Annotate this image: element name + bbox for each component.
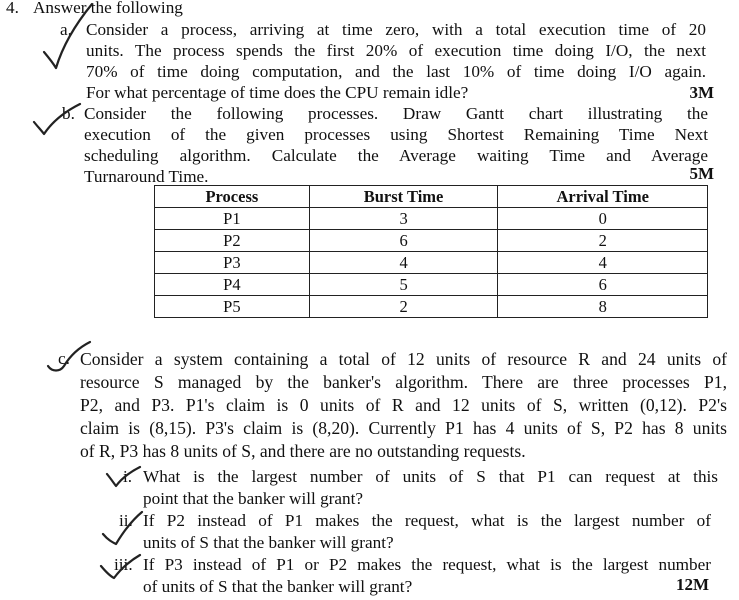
part-b-line-1: Consider the following processes. Draw Gantt chart illustrating the (84, 104, 708, 123)
part-b-line-4: Turnaround Time. (84, 167, 209, 186)
cell-process: P5 (155, 296, 310, 318)
cell-process: P1 (155, 208, 310, 230)
cell-arrival: 2 (498, 230, 708, 252)
cell-arrival: 8 (498, 296, 708, 318)
pen-tick-part-a-icon (40, 0, 100, 110)
subquestion-ii-label: ii. (119, 511, 133, 530)
part-b-line-3: scheduling algorithm. Calculate the Average waiting Time and Average (84, 146, 708, 165)
header-process: Process (155, 186, 310, 208)
part-a-line-4: For what percentage of time does the CPU remain idle? (86, 83, 469, 102)
part-a-marks: 3M (689, 83, 714, 102)
cell-process: P2 (155, 230, 310, 252)
part-c-line-3: P2, and P3. P1's claim is 0 units of R and 12 units of S, written (0,12). P2's (80, 395, 727, 415)
cell-burst: 5 (309, 274, 498, 296)
subquestion-i-line-1: What is the largest number of units of S that P1 can request at this (143, 467, 718, 486)
subquestion-i-label: i. (123, 467, 133, 486)
cell-burst: 3 (309, 208, 498, 230)
subquestion-iii-label: iii. (114, 555, 133, 574)
table-row (155, 252, 708, 274)
part-c-label: c. (58, 349, 70, 368)
header-burst-time: Burst Time (309, 186, 498, 208)
header-arrival-time: Arrival Time (498, 186, 708, 208)
part-b-label: b. (62, 104, 75, 123)
part-a-line-1: Consider a process, arriving at time zero, with a total execution time of 20 (86, 20, 706, 39)
part-c-line-1: Consider a system containing a total of 12 units of resource R and 24 units of (80, 349, 727, 369)
part-a-line-2: units. The process spends the first 20% of execution time doing I/O, the next (86, 41, 706, 60)
cell-burst: 2 (309, 296, 498, 318)
cell-process: P4 (155, 274, 310, 296)
table-header-row (155, 186, 708, 208)
subquestion-i-line-2: point that the banker will grant? (143, 489, 364, 508)
pen-tick-sub-iii-icon (98, 552, 144, 584)
question-number: 4. (6, 0, 19, 17)
table-row (155, 230, 708, 252)
pen-tick-sub-i-icon (104, 464, 144, 492)
table-row (155, 296, 708, 318)
cell-burst: 6 (309, 230, 498, 252)
subquestion-ii-line-1: If P2 instead of P1 makes the request, what is the largest number of (143, 511, 711, 530)
pen-tick-part-b-icon (30, 100, 90, 150)
cell-process: P3 (155, 252, 310, 274)
part-a-line-3: 70% of time doing computation, and the last 10% of time doing I/O again. (86, 62, 706, 81)
cell-arrival: 4 (498, 252, 708, 274)
table-row (155, 208, 708, 230)
subquestion-iii-line-2: of units of S that the banker will grant? (143, 577, 413, 596)
subquestion-ii-line-2: units of S that the banker will grant? (143, 533, 394, 552)
table-row (155, 274, 708, 296)
part-a-label: a. (60, 20, 72, 39)
process-table (154, 185, 708, 318)
question-title: Answer the following (33, 0, 183, 17)
cell-burst: 4 (309, 252, 498, 274)
part-c-marks: 12M (675, 575, 709, 594)
part-c-line-4: claim is (8,15). P3's claim is (8,20). Currently P1 has 4 units of S, P2 has 8 units (80, 418, 727, 438)
part-c-line-2: resource S managed by the banker's algorithm. There are three processes P1, (80, 372, 727, 392)
part-b-line-2: execution of the given processes using Shortest Remaining Time Next (84, 125, 708, 144)
cell-arrival: 0 (498, 208, 708, 230)
part-b-marks: 5M (689, 164, 714, 183)
pen-tick-sub-ii-icon (100, 508, 146, 550)
part-c-line-5: of R, P3 has 8 units of S, and there are no outstanding requests. (80, 441, 526, 461)
subquestion-iii-line-1: If P3 instead of P1 or P2 makes the request, what is the largest number (143, 555, 711, 574)
pen-tick-part-c-icon (44, 338, 94, 378)
cell-arrival: 6 (498, 274, 708, 296)
